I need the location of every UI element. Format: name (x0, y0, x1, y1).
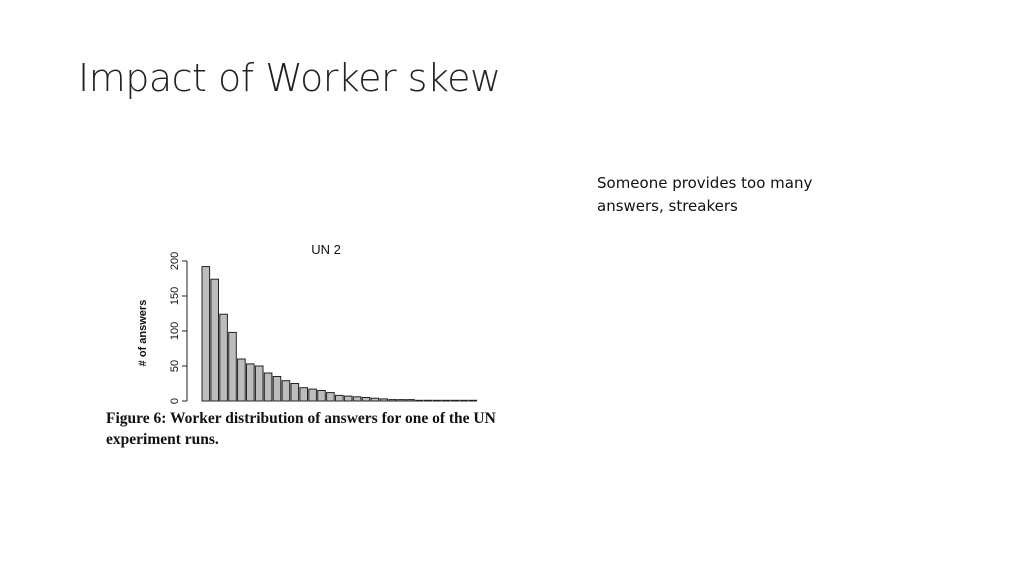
bar (425, 400, 433, 401)
bar (407, 400, 415, 401)
bar (202, 267, 210, 401)
bar (460, 400, 468, 401)
y-axis-label: # of answers (137, 299, 149, 367)
y-tick-label: 150 (169, 286, 181, 306)
bar (220, 314, 228, 401)
bar (416, 400, 424, 401)
slide-title: Impact of Worker skew (78, 56, 501, 100)
figure (100, 232, 520, 457)
bar (469, 400, 477, 401)
y-tick-label: 100 (169, 321, 181, 341)
bar (336, 395, 344, 401)
y-tick-label: 0 (169, 397, 181, 405)
y-tick-label: 50 (169, 359, 181, 373)
bar-chart (100, 232, 520, 412)
bar (433, 400, 441, 401)
chart-title: UN 2 (311, 242, 341, 257)
side-note: Someone provides too many answers, streakers (597, 174, 813, 215)
bar (353, 397, 361, 401)
bar (380, 399, 388, 401)
bar (229, 332, 237, 401)
bar (371, 398, 379, 401)
bar (211, 279, 219, 401)
bar (389, 400, 397, 401)
bar (398, 400, 406, 401)
bar (451, 400, 459, 401)
bar (247, 364, 255, 401)
bars (202, 267, 477, 401)
bar (327, 393, 335, 401)
bar (273, 377, 281, 402)
bar (291, 384, 299, 402)
bar (362, 398, 370, 402)
bar (344, 396, 352, 401)
bar (309, 389, 317, 401)
y-axis (169, 252, 187, 404)
bar (300, 388, 308, 401)
y-tick-label: 200 (169, 251, 181, 271)
bar (238, 359, 246, 401)
bar (282, 381, 290, 401)
bar (318, 391, 326, 402)
bar (264, 373, 272, 401)
bar (442, 400, 450, 401)
figure-caption: Figure 6: Worker distribution of answers for one of the UN experiment runs. (106, 410, 496, 448)
bar (255, 366, 263, 401)
